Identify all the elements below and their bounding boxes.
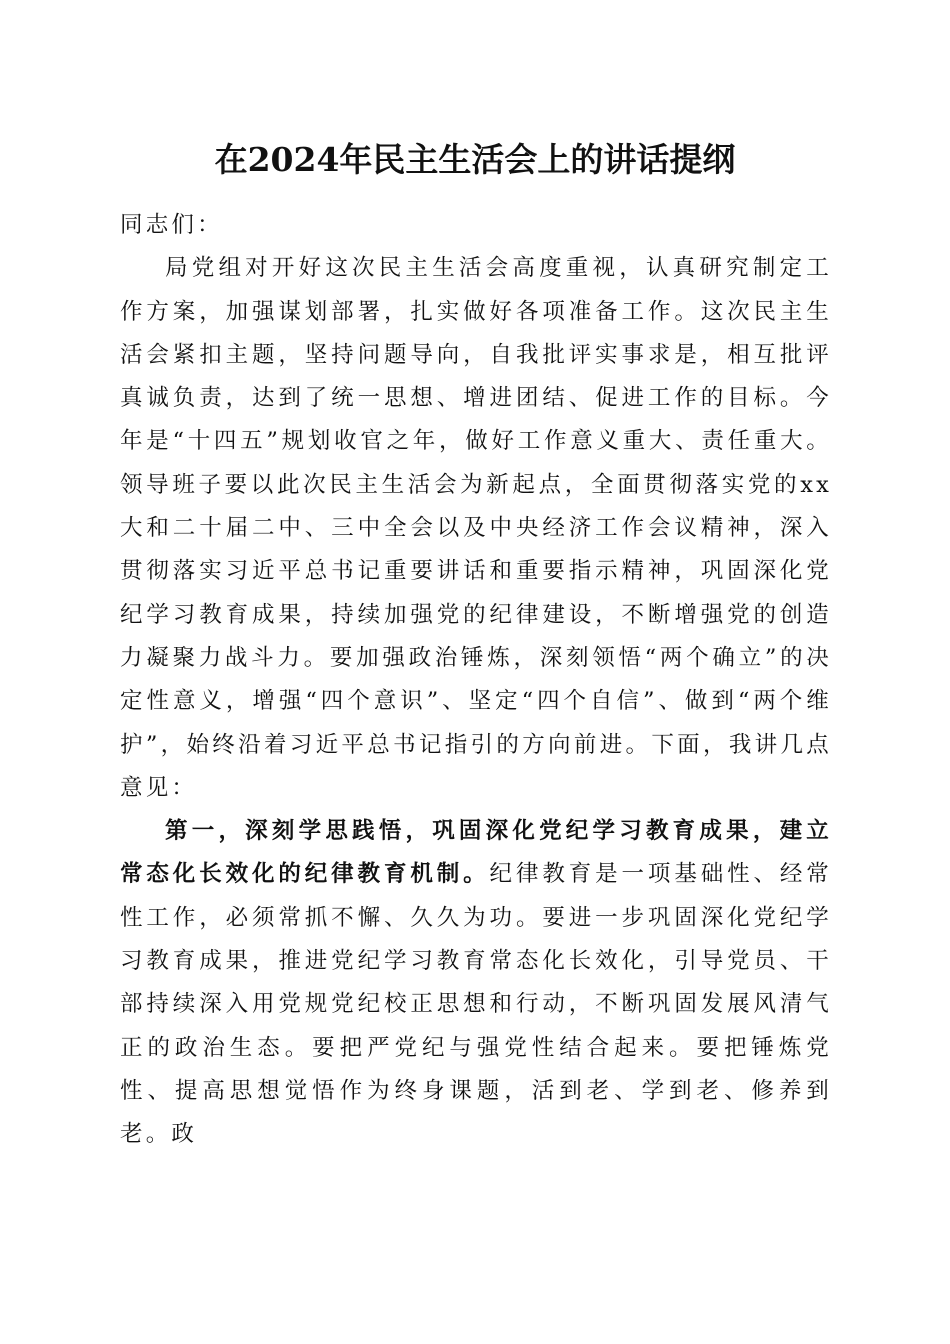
document-title: 在2024年民主生活会上的讲话提纲 — [214, 140, 736, 179]
paragraph-first-point — [120, 810, 832, 1156]
salutation: 同志们： — [120, 212, 223, 238]
first-point-text: 纪律教育是一项基础性、经常性工作，必须常抓不懈、久久为功。要进一步巩固深化党纪学习教育成果，推进党纪学习教育常态化长效化，引导党员、干部持续深入用党规党纪校正思想和行动，不断巩固发展风清气正的政治生态。要把严党纪与强党性结合起来。要把锤炼党性、提高思想觉悟作为终身课题，活到老、学到老、修养到老。政 — [120, 861, 832, 1148]
first-point-heading: 第一，深刻学思践悟，巩固深化党纪学习教育成果，建立常态化长效化的纪律教育机制。 — [120, 818, 832, 888]
paragraph-intro: 局党组对开好这次民主生活会高度重视，认真研究制定工作方案，加强谋划部署，扎实做好各项准备工作。这次民主生活会紧扣主题，坚持问题导向，自我批评实事求是，相互批评真诚负责，达到了统一思想、增进团结、促进工作的目标。今年是“十四五”规划收官之年，做好工作意义重大、责任重大。领导班子要以此次民主生活会为新起点，全面贯彻落实党的xx大和二十届二中、三中全会以及中央经济工作会议精神，深入贯彻落实习近平总书记重要讲话和重要指示精神，巩固深化党纪学习教育成果，持续加强党的纪律建设，不断增强党的创造力凝聚力战斗力。要加强政治锤炼，深刻领悟“两个确立”的决定性意义，增强“四个意识”、坚定“四个自信”、做到“两个维护”，始终沿着习近平总书记指引的方向前进。下面，我讲几点意见： — [120, 255, 832, 801]
document-body — [120, 204, 832, 1157]
